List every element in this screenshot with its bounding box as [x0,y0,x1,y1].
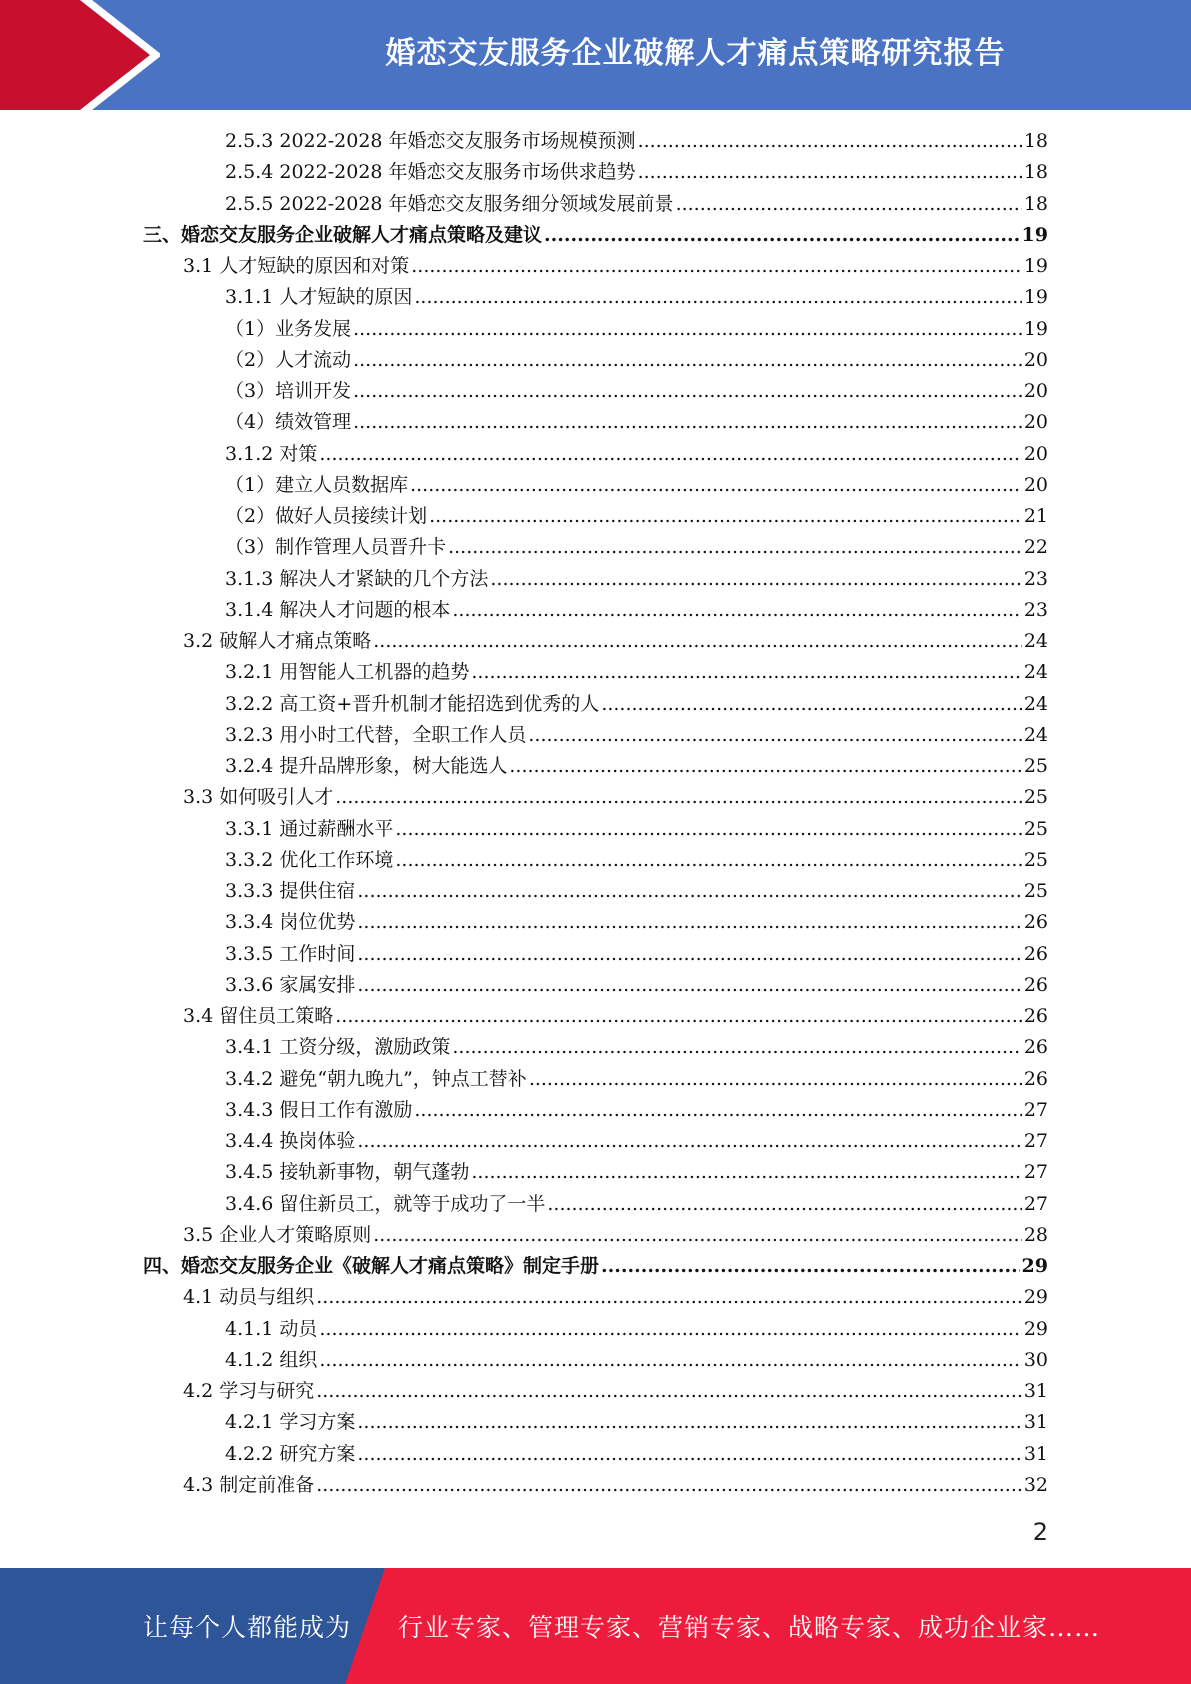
header-title: 婚恋交友服务企业破解人才痛点策略研究报告 [385,36,1006,71]
toc-entry-label: 四、婚恋交友服务企业《破解人才痛点策略》制定手册 [143,1255,600,1277]
toc-leader-dots [544,221,1020,249]
toc-entry-page: 25 [1023,880,1048,902]
toc-leader-dots [509,752,1021,780]
toc-entry-page: 27 [1023,1130,1048,1152]
toc-entry-label: 3.4.3 假日工作有激励 [225,1098,413,1121]
toc-entry-page: 26 [1023,1036,1048,1059]
toc-entry-page: 28 [1023,1223,1048,1246]
toc-entry-page: 32 [1023,1473,1048,1496]
toc-leader-dots [353,408,1022,436]
toc-entry-label: 3.4 留住员工策略 [183,1005,334,1027]
toc-entry[interactable] [225,1127,1048,1155]
toc-entry-page: 23 [1023,598,1048,621]
toc-entry-page: 27 [1023,1098,1048,1121]
toc-leader-dots [547,1190,1021,1218]
toc-entry[interactable] [225,440,1048,468]
toc-entry-page: 25 [1023,817,1048,840]
toc-entry-label: （1）业务发展 [225,317,352,340]
toc-entry[interactable] [225,190,1048,218]
toc-leader-dots [357,971,1021,999]
toc-entry[interactable] [143,221,1048,249]
toc-entry-page: 18 [1023,161,1048,184]
toc-entry-page: 27 [1023,1192,1048,1215]
toc-entry[interactable] [225,1158,1048,1186]
toc-entry[interactable] [143,1252,1048,1280]
toc-entry[interactable] [225,1315,1048,1343]
toc-entry-label: 3.2.2 高工资+晋升机制才能招选到优秀的人 [225,692,600,715]
toc-leader-dots [353,315,1022,343]
toc-entry-page: 25 [1023,755,1048,777]
toc-entry-page: 19 [1023,255,1048,277]
footer-slogan-right: 行业专家、管理专家、营销专家、战略专家、成功企业家…… [398,1613,1101,1642]
toc-leader-dots [452,1033,1021,1061]
toc-entry-page: 24 [1023,630,1048,652]
toc-entry-label: 3.3.2 优化工作环境 [225,848,394,871]
toc-entry-label: （3）制作管理人员晋升卡 [225,536,447,559]
toc-entry-label: （3）培训开发 [225,380,352,402]
toc-leader-dots [319,1315,1021,1343]
toc-entry-label: 3.2.3 用小时工代替，全职工作人员 [225,723,527,746]
toc-entry-page: 26 [1023,973,1048,996]
toc-leader-dots [414,1096,1021,1124]
toc-leader-dots [601,690,1022,718]
toc-entry[interactable] [225,908,1048,936]
toc-entry-page: 20 [1023,348,1048,371]
toc-entry[interactable] [225,533,1048,561]
toc-entry[interactable] [225,1096,1048,1124]
toc-leader-dots [638,127,1022,155]
toc-entry-label: 3.3.3 提供住宿 [225,880,356,902]
toc-entry-page: 27 [1023,1161,1048,1184]
toc-entry-label: 4.1.2 组织 [225,1348,318,1371]
toc-leader-dots [395,815,1021,843]
toc-entry-label: 3.4.1 工资分级，激励政策 [225,1036,451,1059]
toc-leader-dots [448,533,1022,561]
toc-leader-dots [410,471,1022,499]
toc-entry-label: 3.1.3 解决人才紧缺的几个方法 [225,567,489,590]
toc-entry-page: 20 [1023,473,1048,496]
toc-entry-label: 3.2.4 提升品牌形象，树大能选人 [225,755,508,777]
toc-entry-label: 3.1.1 人才短缺的原因 [225,286,413,309]
header-arrow-decoration [0,0,160,110]
toc-entry[interactable] [225,471,1048,499]
toc-entry-page: 19 [1021,223,1048,246]
toc-entry[interactable] [183,1221,1048,1249]
toc-leader-dots [528,721,1021,749]
toc-leader-dots [357,1440,1021,1468]
toc-entry[interactable] [225,1346,1048,1374]
toc-entry-label: 4.2.1 学习方案 [225,1411,356,1434]
toc-entry-page: 29 [1021,1255,1048,1277]
toc-leader-dots [471,658,1021,686]
toc-entry[interactable] [183,783,1048,811]
toc-entry-label: 3.3 如何吸引人才 [183,786,334,809]
toc-entry[interactable] [225,346,1048,374]
toc-entry-page: 25 [1023,786,1048,809]
toc-entry[interactable] [183,627,1048,655]
toc-entry-page: 26 [1023,1005,1048,1027]
toc-entry[interactable] [225,1440,1048,1468]
toc-entry-label: 3.3.1 通过薪酬水平 [225,817,394,840]
toc-entry-label: 3.5 企业人才策略原则 [183,1223,372,1246]
toc-entry-page: 22 [1023,536,1048,559]
toc-leader-dots [316,1471,1022,1499]
toc-leader-dots [335,1002,1022,1030]
toc-entry[interactable] [225,1033,1048,1061]
toc-entry-label: 3.1.4 解决人才问题的根本 [225,598,451,621]
toc-leader-dots [429,502,1022,530]
toc-entry-page: 20 [1023,411,1048,434]
toc-leader-dots [357,877,1021,905]
page-header [0,0,1191,110]
toc-entry-page: 21 [1023,505,1048,527]
toc-entry-page: 18 [1023,130,1048,152]
toc-entry-page: 30 [1023,1348,1048,1371]
toc-entry[interactable] [225,565,1048,593]
toc-entry-label: 2.5.5 2022-2028 年婚恋交友服务细分领域发展前景 [225,192,674,215]
toc-leader-dots [316,1283,1022,1311]
toc-entry-label: 4.2 学习与研究 [183,1380,315,1402]
toc-leader-dots [357,940,1021,968]
toc-entry[interactable] [225,752,1048,780]
toc-entry[interactable] [225,971,1048,999]
toc-leader-dots [395,846,1021,874]
toc-entry-label: 3.4.6 留住新员工，就等于成功了一半 [225,1192,546,1215]
toc-leader-dots [490,565,1021,593]
toc-entry-label: 3.4.2 避免“朝九晚九”，钟点工替补 [225,1067,527,1090]
footer-slogan-left: 让每个人都能成为 [143,1613,352,1642]
toc-leader-dots [411,252,1022,280]
toc-entry-page: 31 [1023,1442,1048,1465]
toc-leader-dots [357,908,1021,936]
toc-entry-label: 4.1.1 动员 [225,1317,318,1340]
toc-entry[interactable] [183,1002,1048,1030]
toc-entry[interactable] [183,1471,1048,1499]
toc-leader-dots [676,190,1022,218]
toc-entry-label: （1）建立人员数据库 [225,473,409,496]
toc-leader-dots [414,283,1021,311]
toc-entry[interactable] [225,408,1048,436]
toc-entry-label: 3.3.4 岗位优势 [225,911,356,934]
toc-leader-dots [638,158,1022,186]
toc-leader-dots [452,596,1021,624]
page-footer [0,1568,1191,1684]
toc-entry[interactable] [225,127,1048,155]
toc-leader-dots [319,1346,1021,1374]
toc-entry-label: 3.2 破解人才痛点策略 [183,630,372,652]
toc-entry-label: 3.4.4 换岗体验 [225,1130,356,1152]
toc-leader-dots [353,346,1022,374]
toc-entry[interactable] [183,1377,1048,1405]
toc-entry-page: 23 [1023,567,1048,590]
toc-entry[interactable] [225,846,1048,874]
toc-entry-page: 26 [1023,942,1048,965]
toc-entry[interactable] [225,721,1048,749]
toc-entry-page: 25 [1023,848,1048,871]
toc-entry-label: 4.1 动员与组织 [183,1286,315,1309]
toc-entry-page: 29 [1023,1286,1048,1309]
toc-entry-label: 3.3.6 家属安排 [225,973,356,996]
toc-entry-label: （2）人才流动 [225,348,352,371]
toc-entry[interactable] [225,377,1048,405]
toc-entry-page: 24 [1023,723,1048,746]
toc-entry-label: 4.2.2 研究方案 [225,1442,356,1465]
toc-leader-dots [471,1158,1021,1186]
toc-entry-page: 29 [1023,1317,1048,1340]
toc-entry-label: （4）绩效管理 [225,411,352,434]
toc-leader-dots [353,377,1022,405]
toc-entry[interactable] [225,877,1048,905]
toc-leader-dots [601,1252,1020,1280]
toc-leader-dots [357,1127,1021,1155]
toc-entry-label: 3.2.1 用智能人工机器的趋势 [225,661,470,684]
toc-leader-dots [319,440,1021,468]
page-number: 2 [1032,1518,1048,1546]
toc-entry-page: 20 [1023,442,1048,465]
toc-entry-page: 26 [1023,911,1048,934]
toc-entry-label: 3.1 人才短缺的原因和对策 [183,255,410,277]
toc-entry[interactable] [225,596,1048,624]
toc-leader-dots [373,1221,1022,1249]
toc-entry-page: 20 [1023,380,1048,402]
toc-entry-page: 31 [1023,1411,1048,1434]
toc-entry[interactable] [225,1190,1048,1218]
toc-entry-label: （2）做好人员接续计划 [225,505,428,527]
toc-entry[interactable] [183,252,1048,280]
toc-entry-page: 24 [1023,661,1048,684]
toc-entry[interactable] [225,158,1048,186]
toc-leader-dots [357,1408,1021,1436]
toc-leader-dots [529,1065,1022,1093]
toc-entry-page: 19 [1023,317,1048,340]
toc-entry[interactable] [225,1065,1048,1093]
toc-entry[interactable] [225,502,1048,530]
toc-entry-page: 31 [1023,1380,1048,1402]
toc-leader-dots [316,1377,1022,1405]
toc-entry-page: 19 [1023,286,1048,309]
toc-entry[interactable] [225,940,1048,968]
toc-entry-label: 4.3 制定前准备 [183,1473,315,1496]
toc-entry-page: 26 [1023,1067,1048,1090]
toc-entry[interactable] [225,658,1048,686]
toc-entry[interactable] [225,1408,1048,1436]
toc-entry[interactable] [225,815,1048,843]
toc-entry-page: 18 [1023,192,1048,215]
toc-entry-label: 3.3.5 工作时间 [225,942,356,965]
toc-entry-label: 三、婚恋交友服务企业破解人才痛点策略及建议 [143,223,543,246]
toc-leader-dots [373,627,1022,655]
toc-entry-page: 24 [1023,692,1048,715]
toc-entry[interactable] [225,315,1048,343]
toc-entry-label: 2.5.4 2022-2028 年婚恋交友服务市场供求趋势 [225,161,636,184]
toc-entry[interactable] [183,1283,1048,1311]
toc-leader-dots [335,783,1022,811]
toc-entry-label: 2.5.3 2022-2028 年婚恋交友服务市场规模预测 [225,130,636,152]
toc-entry-label: 3.4.5 接轨新事物，朝气蓬勃 [225,1161,470,1184]
toc-entry[interactable] [225,283,1048,311]
toc-entry-label: 3.1.2 对策 [225,442,318,465]
toc-entry[interactable] [225,690,1048,718]
